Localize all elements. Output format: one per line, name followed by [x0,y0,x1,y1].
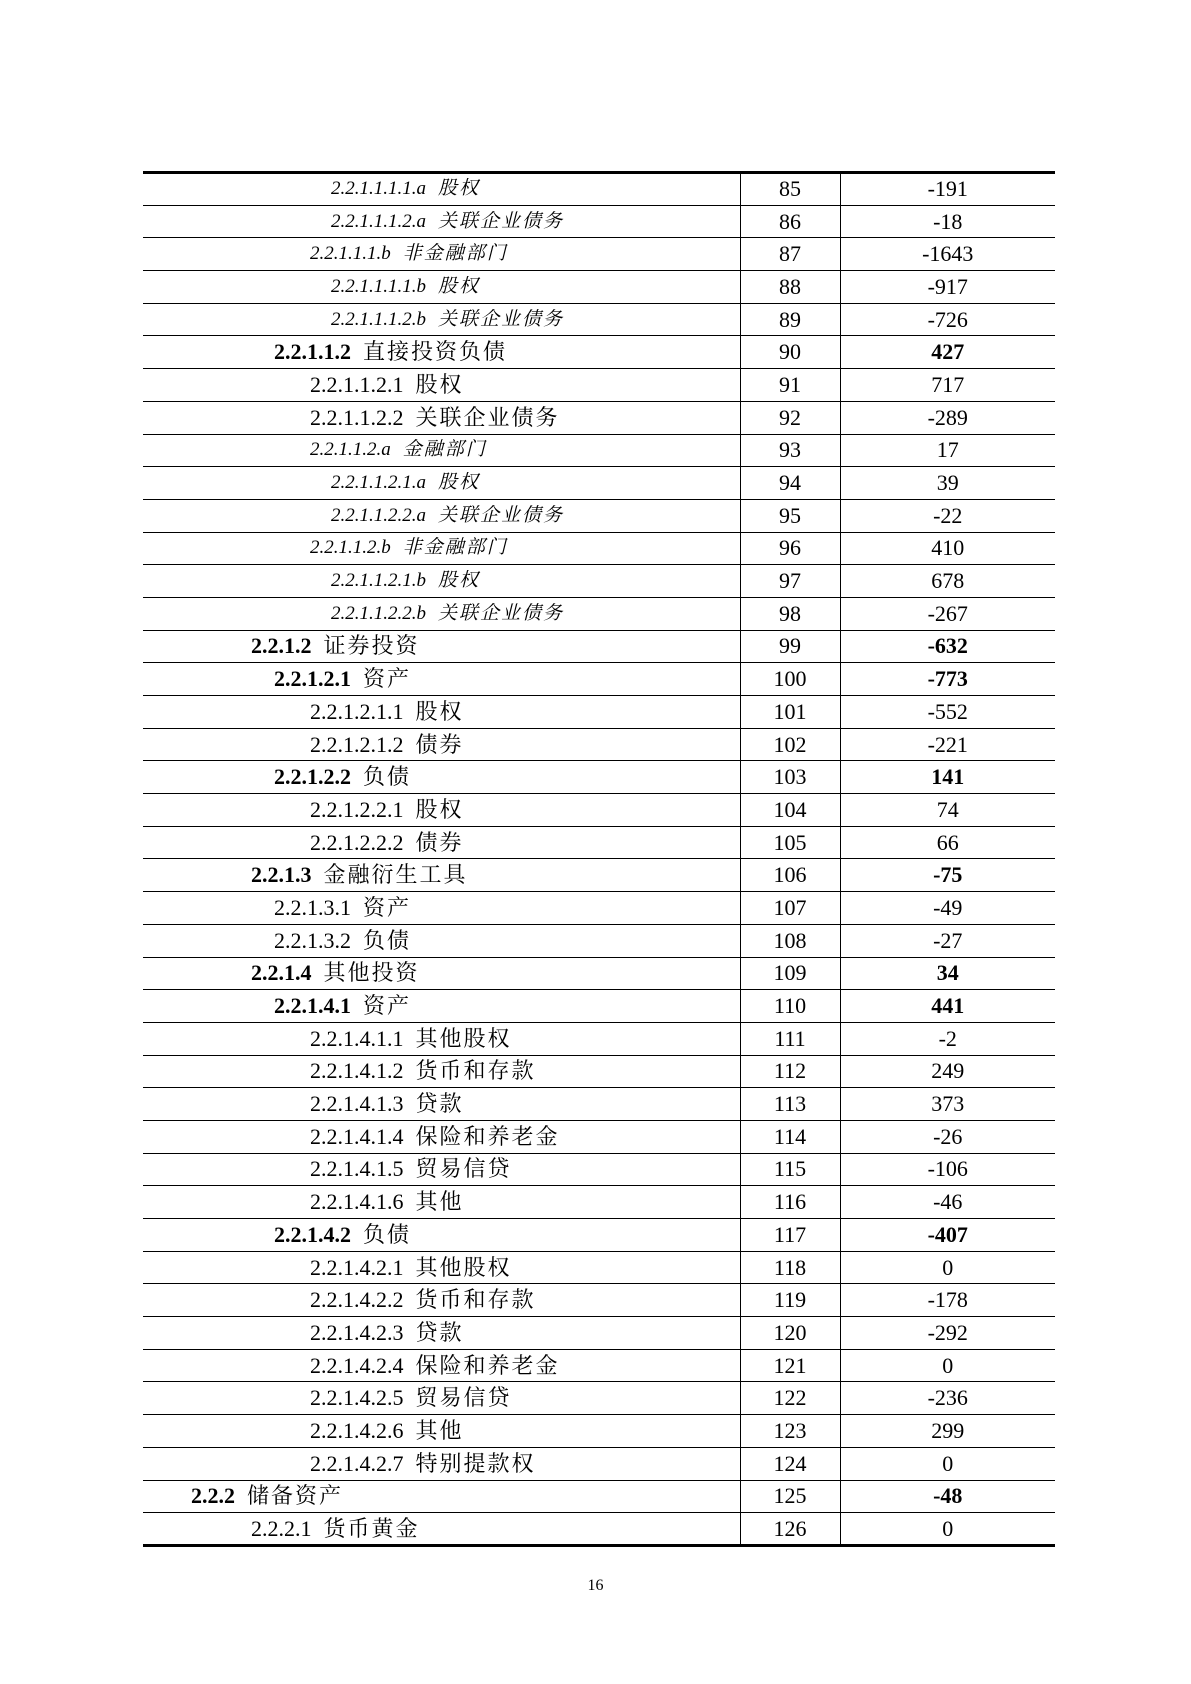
table-row [143,1317,1055,1350]
row-number-cell: 93 [740,434,840,467]
table-row [143,369,1055,402]
item-name-cell [143,499,740,532]
item-label: 储备资产 [247,1483,344,1509]
item-name-cell [143,761,740,794]
table-row [143,663,1055,696]
item-label: 资产 [363,894,412,920]
row-number-cell: 116 [740,1186,840,1219]
item-label: 货币黄金 [323,1515,420,1541]
item-label: 资产 [363,993,412,1019]
item-code: 2.2.1.1.2.2.b [331,602,426,624]
row-number-cell: 96 [740,532,840,565]
item-name-cell [143,1022,740,1055]
item-name-cell [143,696,740,729]
row-number-cell: 92 [740,401,840,434]
row-number-cell: 95 [740,499,840,532]
item-code: 2.2.1.1.2.2 [310,404,404,430]
value-cell: 427 [840,336,1055,369]
item-code: 2.2.1.4.1.4 [310,1123,404,1149]
item-name-cell [143,565,740,598]
item-label: 其他 [415,1417,464,1443]
item-name-cell [143,630,740,663]
row-number-cell: 101 [740,696,840,729]
value-cell: 74 [840,794,1055,827]
item-label: 保险和养老金 [415,1352,560,1378]
row-number-cell: 99 [740,630,840,663]
value-cell: -178 [840,1284,1055,1317]
item-label: 债券 [415,829,464,855]
item-name-cell [143,924,740,957]
item-name-cell [143,1153,740,1186]
table-row [143,826,1055,859]
item-code: 2.2.1.2.2.2 [310,829,404,855]
item-name-cell [143,1251,740,1284]
value-cell: -267 [840,597,1055,630]
value-cell: 39 [840,467,1055,500]
item-label: 直接投资负债 [363,339,508,365]
item-code: 2.2.1.4.2.5 [310,1385,404,1411]
row-number-cell: 110 [740,990,840,1023]
table-row [143,1153,1055,1186]
item-name-cell [143,1284,740,1317]
item-label: 货币和存款 [415,1058,536,1084]
table-row [143,467,1055,500]
item-label: 贷款 [415,1319,464,1345]
value-cell: 717 [840,369,1055,402]
table-row [143,1055,1055,1088]
item-name-cell [143,826,740,859]
table-row [143,1186,1055,1219]
table-row [143,1513,1055,1546]
item-label: 贷款 [415,1091,464,1117]
item-code: 2.2.1.4.2.1 [310,1254,404,1280]
value-cell: 410 [840,532,1055,565]
item-name-cell [143,532,740,565]
item-label: 其他 [415,1189,464,1215]
item-name-cell [143,401,740,434]
table-row [143,173,1055,206]
row-number-cell: 118 [740,1251,840,1284]
value-cell: -289 [840,401,1055,434]
table-row [143,205,1055,238]
value-cell: 441 [840,990,1055,1023]
item-code: 2.2.1.2.2.1 [310,796,404,822]
item-code: 2.2.1.4.1.3 [310,1091,404,1117]
item-code: 2.2.1.3 [251,862,312,888]
item-name-cell [143,1055,740,1088]
table-row [143,1480,1055,1513]
item-code: 2.2.1.1.2.2.a [331,504,426,526]
row-number-cell: 112 [740,1055,840,1088]
item-name-cell [143,1480,740,1513]
row-number-cell: 106 [740,859,840,892]
item-name-cell [143,271,740,304]
item-name-cell [143,1120,740,1153]
item-name-cell [143,794,740,827]
item-name-cell [143,859,740,892]
table-row [143,794,1055,827]
item-name-cell [143,892,740,925]
item-code: 2.2.1.3.2 [274,927,351,953]
item-name-cell [143,957,740,990]
table-row [143,630,1055,663]
item-name-cell [143,336,740,369]
row-number-cell: 107 [740,892,840,925]
item-label: 股权 [415,698,464,724]
item-code: 2.2.1.1.2 [274,339,351,365]
item-name-cell [143,728,740,761]
value-cell: -49 [840,892,1055,925]
row-number-cell: 111 [740,1022,840,1055]
value-cell: -22 [840,499,1055,532]
value-cell: -46 [840,1186,1055,1219]
value-cell: 0 [840,1513,1055,1546]
item-code: 2.2.1.4 [251,960,312,986]
value-cell: -917 [840,271,1055,304]
row-number-cell: 124 [740,1447,840,1480]
table-row [143,434,1055,467]
row-number-cell: 121 [740,1349,840,1382]
value-cell: 141 [840,761,1055,794]
item-code: 2.2.1.4.2.4 [310,1352,404,1378]
item-code: 2.2.1.2.2 [274,764,351,790]
item-label: 关联企业债务 [438,504,565,526]
value-cell: 34 [840,957,1055,990]
row-number-cell: 114 [740,1120,840,1153]
row-number-cell: 86 [740,205,840,238]
table-row [143,271,1055,304]
value-cell: -2 [840,1022,1055,1055]
row-number-cell: 94 [740,467,840,500]
table-row [143,238,1055,271]
value-cell: -236 [840,1382,1055,1415]
item-label: 负债 [363,927,412,953]
table-row [143,761,1055,794]
item-code: 2.2.1.4.1.1 [310,1025,404,1051]
value-cell: 0 [840,1447,1055,1480]
table-row [143,1251,1055,1284]
value-cell: -292 [840,1317,1055,1350]
row-number-cell: 87 [740,238,840,271]
item-label: 股权 [438,178,481,200]
row-number-cell: 104 [740,794,840,827]
item-code: 2.2.1.4.1.5 [310,1156,404,1182]
row-number-cell: 105 [740,826,840,859]
item-name-cell [143,1415,740,1448]
value-cell: -726 [840,303,1055,336]
item-name-cell [143,1349,740,1382]
table-row [143,565,1055,598]
table-row [143,1382,1055,1415]
item-label: 特别提款权 [415,1450,536,1476]
item-label: 金融部门 [402,439,487,461]
table-row [143,1349,1055,1382]
data-table [143,171,1055,1547]
item-code: 2.2.1.3.1 [274,894,351,920]
table-row [143,1447,1055,1480]
item-label: 债券 [415,731,464,757]
item-label: 股权 [415,796,464,822]
row-number-cell: 103 [740,761,840,794]
row-number-cell: 91 [740,369,840,402]
row-number-cell: 108 [740,924,840,957]
row-number-cell: 122 [740,1382,840,1415]
table-row [143,499,1055,532]
value-cell: 66 [840,826,1055,859]
item-code: 2.2.1.2.1.2 [310,731,404,757]
value-cell: -106 [840,1153,1055,1186]
item-label: 关联企业债务 [415,404,560,430]
row-number-cell: 115 [740,1153,840,1186]
item-code: 2.2.1.4.2.6 [310,1417,404,1443]
item-label: 股权 [438,472,481,494]
item-code: 2.2.2.1 [251,1515,312,1541]
item-name-cell [143,1317,740,1350]
item-name-cell [143,173,740,206]
table-row [143,1415,1055,1448]
row-number-cell: 88 [740,271,840,304]
item-label: 其他股权 [415,1254,512,1280]
value-cell: 0 [840,1349,1055,1382]
table-row [143,303,1055,336]
item-code: 2.2.1.1.1.1.b [331,275,426,297]
item-label: 贸易信贷 [415,1385,512,1411]
value-cell: 678 [840,565,1055,598]
item-code: 2.2.1.2 [251,633,312,659]
table-row [143,597,1055,630]
item-name-cell [143,434,740,467]
item-name-cell [143,1186,740,1219]
item-code: 2.2.1.4.2 [274,1221,351,1247]
item-label: 资产 [363,666,412,692]
item-code: 2.2.1.4.2.7 [310,1450,404,1476]
value-cell: 17 [840,434,1055,467]
table-row [143,990,1055,1023]
row-number-cell: 126 [740,1513,840,1546]
table-row [143,728,1055,761]
item-label: 关联企业债务 [438,308,565,330]
table-body [143,173,1055,1546]
row-number-cell: 125 [740,1480,840,1513]
value-cell: -18 [840,205,1055,238]
value-cell: -27 [840,924,1055,957]
row-number-cell: 98 [740,597,840,630]
item-name-cell [143,1382,740,1415]
item-code: 2.2.1.1.2.1.a [331,472,426,494]
value-cell: 373 [840,1088,1055,1121]
value-cell: 299 [840,1415,1055,1448]
item-name-cell [143,597,740,630]
row-number-cell: 90 [740,336,840,369]
item-label: 金融衍生工具 [323,862,468,888]
item-code: 2.2.1.4.2.3 [310,1319,404,1345]
table-row [143,401,1055,434]
row-number-cell: 89 [740,303,840,336]
item-label: 非金融部门 [402,243,508,265]
item-code: 2.2.1.1.1.1.a [331,178,426,200]
row-number-cell: 123 [740,1415,840,1448]
item-label: 非金融部门 [402,537,508,559]
item-label: 货币和存款 [415,1287,536,1313]
table-row [143,1284,1055,1317]
item-label: 股权 [438,570,481,592]
value-cell: -552 [840,696,1055,729]
table-row [143,1219,1055,1252]
value-cell: -191 [840,173,1055,206]
item-code: 2.2.1.4.1.2 [310,1058,404,1084]
table-row [143,1022,1055,1055]
value-cell: 249 [840,1055,1055,1088]
item-code: 2.2.1.1.2.a [310,439,391,461]
table-row [143,532,1055,565]
item-code: 2.2.1.1.1.2.a [331,210,426,232]
item-label: 负债 [363,1221,412,1247]
item-code: 2.2.1.4.1 [274,993,351,1019]
item-label: 其他投资 [323,960,420,986]
item-label: 股权 [415,371,464,397]
value-cell: -48 [840,1480,1055,1513]
item-code: 2.2.1.1.2.1 [310,371,404,397]
row-number-cell: 109 [740,957,840,990]
page-number: 16 [587,1577,604,1594]
value-cell: -632 [840,630,1055,663]
item-name-cell [143,990,740,1023]
item-name-cell [143,1219,740,1252]
item-name-cell [143,369,740,402]
item-label: 股权 [438,275,481,297]
value-cell: -773 [840,663,1055,696]
item-label: 证券投资 [323,633,420,659]
item-code: 2.2.1.4.1.6 [310,1189,404,1215]
row-number-cell: 119 [740,1284,840,1317]
row-number-cell: 102 [740,728,840,761]
table-row [143,1088,1055,1121]
item-code: 2.2.1.1.1.b [310,243,391,265]
item-name-cell [143,1447,740,1480]
value-cell: -407 [840,1219,1055,1252]
row-number-cell: 97 [740,565,840,598]
value-cell: 0 [840,1251,1055,1284]
item-code: 2.2.1.1.2.1.b [331,570,426,592]
table-row [143,336,1055,369]
table-row [143,957,1055,990]
item-label: 负债 [363,764,412,790]
item-name-cell [143,1088,740,1121]
row-number-cell: 85 [740,173,840,206]
value-cell: -75 [840,859,1055,892]
row-number-cell: 120 [740,1317,840,1350]
item-label: 保险和养老金 [415,1123,560,1149]
item-code: 2.2.1.1.2.b [310,537,391,559]
table-row [143,892,1055,925]
item-name-cell [143,303,740,336]
value-cell: -1643 [840,238,1055,271]
row-number-cell: 113 [740,1088,840,1121]
item-label: 贸易信贷 [415,1156,512,1182]
item-name-cell [143,205,740,238]
item-label: 关联企业债务 [438,210,565,232]
item-code: 2.2.1.4.2.2 [310,1287,404,1313]
item-code: 2.2.1.1.1.2.b [331,308,426,330]
item-name-cell [143,1513,740,1546]
item-name-cell [143,663,740,696]
item-name-cell [143,467,740,500]
table-row [143,1120,1055,1153]
table-row [143,859,1055,892]
value-cell: -221 [840,728,1055,761]
value-cell: -26 [840,1120,1055,1153]
item-code: 2.2.1.2.1 [274,666,351,692]
row-number-cell: 100 [740,663,840,696]
item-name-cell [143,238,740,271]
table-row [143,696,1055,729]
table-row [143,924,1055,957]
row-number-cell: 117 [740,1219,840,1252]
item-code: 2.2.2 [191,1483,235,1509]
item-label: 其他股权 [415,1025,512,1051]
item-label: 关联企业债务 [438,602,565,624]
item-code: 2.2.1.2.1.1 [310,698,404,724]
